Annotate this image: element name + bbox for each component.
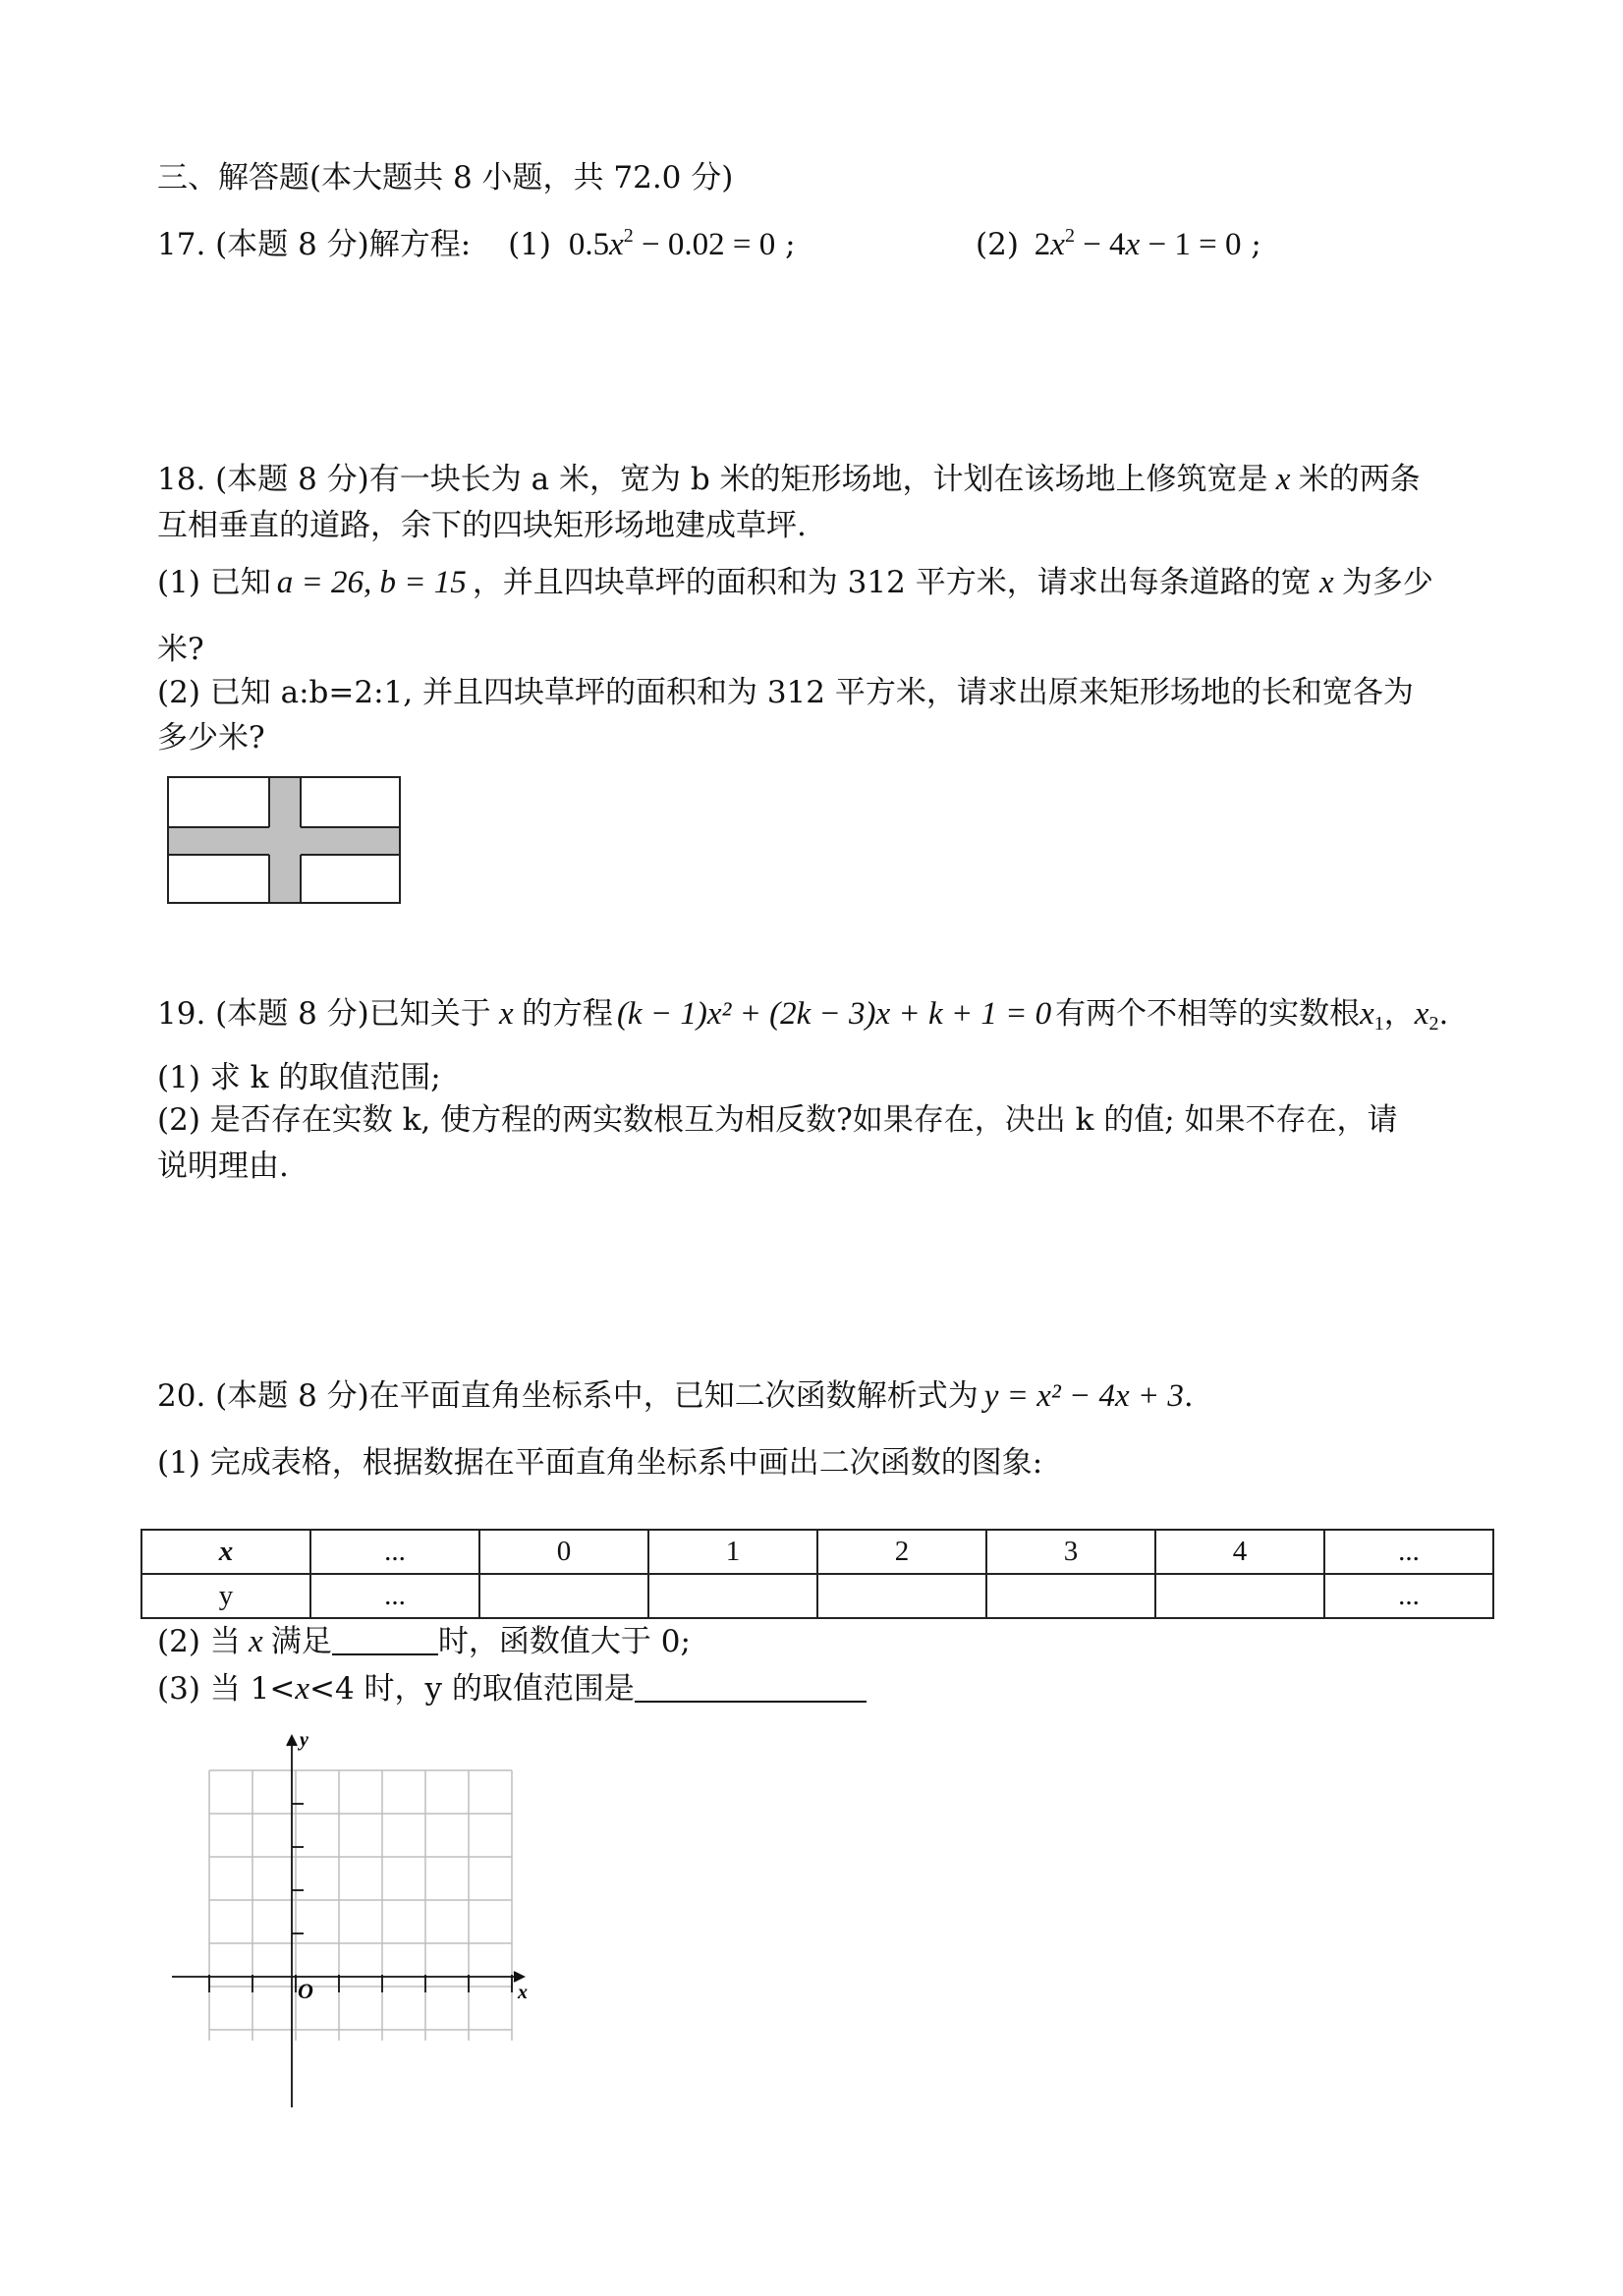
q17-line xyxy=(157,225,796,262)
table-cell: ... xyxy=(1324,1530,1493,1574)
table-cell: 1 xyxy=(648,1530,817,1574)
table-cell: y xyxy=(141,1574,310,1618)
q19-part2-line2: 说明理由. xyxy=(157,1148,289,1184)
y-axis-label: y xyxy=(300,1729,308,1751)
table-cell-input[interactable] xyxy=(648,1574,817,1618)
table-cell: ... xyxy=(310,1574,479,1618)
rectangle-road-figure xyxy=(167,776,403,906)
q18-part1: (1) 已知 a = 26, b = 15 ，并且四块草坪的面积和为 312 平方米，请求出每条道路的宽 x 为多少 xyxy=(157,565,1433,600)
q19-line1: 19. (本题 8 分)已知关于 x 的方程 (k − 1)x² + (2k − 3)x + k + 1 = 0 有两个不相等的实数根$x_1$，$x_2$. xyxy=(157,996,1449,1035)
y-axis-arrow xyxy=(287,1736,297,1746)
answer-blank[interactable] xyxy=(635,1701,867,1703)
value-table xyxy=(140,1529,1494,1619)
q17-part2-end: ; xyxy=(1251,227,1261,262)
coordinate-grid xyxy=(162,1724,545,2112)
q17-part2 xyxy=(976,225,1261,262)
table-row-x xyxy=(141,1530,1493,1574)
table-cell-input[interactable] xyxy=(479,1574,648,1618)
q18-line2: 互相垂直的道路，余下的四块矩形场地建成草坪. xyxy=(157,508,807,543)
table-cell-input[interactable] xyxy=(817,1574,986,1618)
table-cell: x xyxy=(141,1530,310,1574)
x-axis-arrow xyxy=(514,1972,524,1982)
q20-line1: 20. (本题 8 分)在平面直角坐标系中，已知二次函数解析式为 y = x² − 4x + 3. xyxy=(157,1378,1194,1414)
table-cell: 4 xyxy=(1155,1530,1324,1574)
q18-part2-line1: (2) 已知 a:b=2:1, 并且四块草坪的面积和为 312 平方米，请求出原来矩形场地的长和宽各为 xyxy=(157,675,1414,710)
q17-part1-equation: $0.5x^2 - 0.02 = 0$ xyxy=(568,225,776,262)
q17-prefix: 17. (本题 8 分)解方程: xyxy=(157,227,472,262)
table-cell: ... xyxy=(310,1530,479,1574)
table-cell-input[interactable] xyxy=(1155,1574,1324,1618)
horizontal-road xyxy=(168,827,400,855)
q19-part1: (1) 求 k 的取值范围; xyxy=(157,1060,441,1095)
q20-part1: (1) 完成表格，根据数据在平面直角坐标系中画出二次函数的图象: xyxy=(157,1445,1043,1481)
q18-part1-cont: 米? xyxy=(157,632,204,667)
q17-part1-end: ; xyxy=(785,227,796,262)
table-cell: 2 xyxy=(817,1530,986,1574)
section-header: 三、解答题(本大题共 8 小题，共 72.0 分) xyxy=(157,160,734,196)
q18-line1: 18. (本题 8 分)有一块长为 a 米，宽为 b 米的矩形场地，计划在该场地上修筑宽是 x 米的两条 xyxy=(157,462,1421,497)
axes xyxy=(172,1736,524,2107)
table-cell: 3 xyxy=(986,1530,1155,1574)
table-cell: ... xyxy=(1324,1574,1493,1618)
q17-part1-label: (1) xyxy=(508,227,551,262)
q19-part2-line1: (2) 是否存在实数 k, 使方程的两实数根互为相反数?如果存在，决出 k 的值; 如果不存在，请 xyxy=(157,1102,1398,1138)
q20-part3: (3) 当 1<x<4 时，y 的取值范围是 xyxy=(157,1673,867,1706)
origin-label: O xyxy=(298,1979,313,2003)
table-cell: 0 xyxy=(479,1530,648,1574)
q17-part2-label: (2) xyxy=(976,227,1019,262)
q17-part2-equation: $2x^2 - 4x - 1 = 0$ xyxy=(1034,225,1242,262)
table-cell-input[interactable] xyxy=(986,1574,1155,1618)
q18-part2-line2: 多少米? xyxy=(157,720,265,756)
answer-blank[interactable] xyxy=(332,1653,438,1655)
x-axis-label: x xyxy=(518,1982,528,2003)
q20-part2: (2) 当 x 满足 时，函数值大于 0; xyxy=(157,1624,691,1659)
grid-lines xyxy=(209,1770,512,2041)
table-row-y xyxy=(141,1574,1493,1618)
